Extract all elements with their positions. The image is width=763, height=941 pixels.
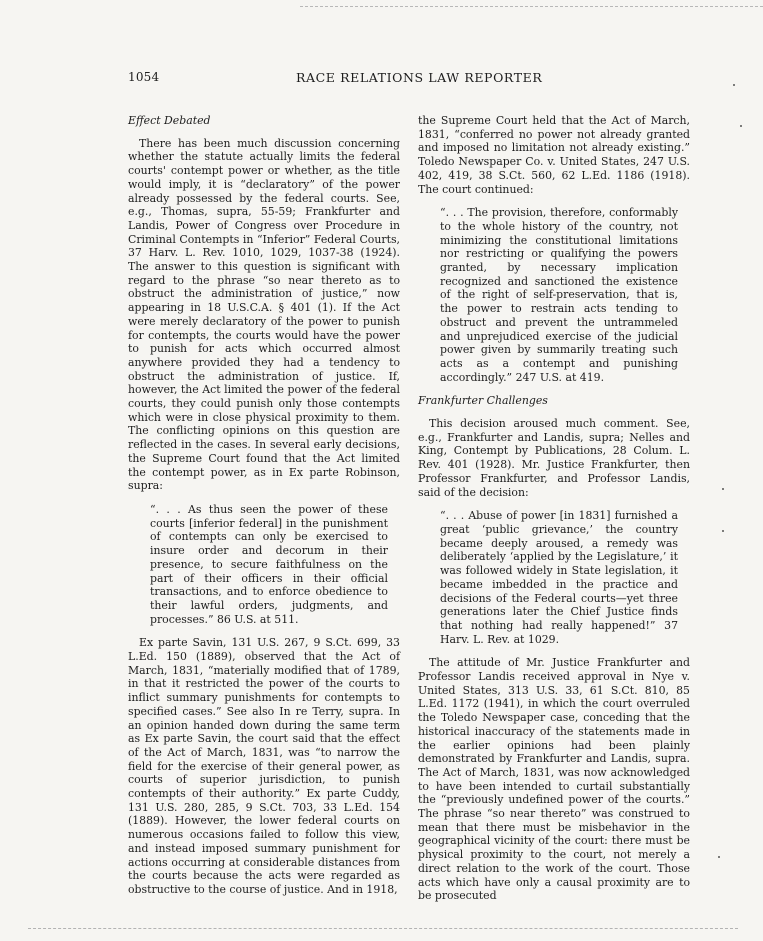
block-quote: “. . . As thus seen the power of these courts [inferior federal] in the punishment of contempts can only be exercised to insure order and decorum in their presence, to secure faithfulness on the part of their officers in their official transactions, and to enforce obedience to their lawful orders, judgments, and processes.” 86 U.S. at 511. — [150, 502, 388, 626]
paragraph: The attitude of Mr. Justice Frankfurter and Professor Landis received approval in Nye v. United States, 313 U.S. 33, 61 S.Ct. 810, 85 L.Ed. 1172 (1941), in which the court overruled the Toledo Newspaper case, conceding that the historical inaccuracy of the statements made in the earlier opinions had been plainly demonstrated by Frankfurter and Landis, supra. The Act of March, 1831, was now acknowledged to have been intended to curtail substantially the “previously undefined power of the courts.” The phrase “so near thereto” was construed to mean that there must be misbehavior in the geographical vicinity of the court: there must be physical proximity to the court, not merely a direct relation to the work of the court. Those acts which have only a causal proximity are to be prosecuted — [418, 656, 690, 903]
scan-speck — [733, 84, 735, 86]
section-title-effect-debated: Effect Debated — [128, 114, 211, 127]
paragraph: This decision aroused much comment. See, e.g., Frankfurter and Landis, supra; Nelles and King, Contempt by Publications, 28 Colum. L. Rev. 401 (1928). Mr. Justice Frankfurter, then Professor Frankfurter, and Professor Landis, said of the decision: — [418, 417, 690, 499]
block-quote: “. . . Abuse of power [in 1831] furnished a great ‘public grievance,’ the country became deeply aroused, a remedy was deliberately ‘applied by the Legislature,’ it was followed widely in State legislation, it became imbedded in the practice and decisions of the Federal courts—yet three generations later the Chief Justice finds that nothing had really happened!” 37 Harv. L. Rev. at 1029. — [440, 509, 678, 646]
left-column — [128, 114, 400, 907]
running-head: RACE RELATIONS LAW REPORTER — [296, 70, 543, 85]
scan-speck — [718, 856, 720, 858]
paragraph: There has been much discussion concerning whether the statute actually limits the federal courts' contempt power or whether, as the title would imply, it is “declaratory” of the power already possessed by the federal courts. See, e.g., Thomas, supra, 55-59; Frankfurter and Landis, Power of Congress over Procedure in Criminal Contempts in “Inferior” Federal Courts, 37 Harv. L. Rev. 1010, 1029, 1037-38 (1924). The answer to this question is significant with regard to the phrase “so near thereto as to obstruct the administration of justice,” now appearing in 18 U.S.C.A. § 401 (1). If the Act were merely declaratory of the power to punish for contempts, the courts would have the power to punish for acts which occurred almost anywhere provided they had a tendency to obstruct the administration of justice. If, however, the Act limited the power of the federal courts, they could punish only those contempts which were in close physical proximity to them. The conflicting opinions on this question are reflected in the cases. In several early decisions, the Supreme Court found that the Act limited the contempt power, as in Ex parte Robinson, supra: — [128, 136, 400, 493]
page-number: 1054 — [128, 70, 160, 84]
block-quote: “. . . The provision, therefore, conformably to the whole history of the country, not minimizing the constitutional limitations nor restricting or qualifying the powers granted, by necessary implication recognized and sanctioned the existence of the right of self-preservation, that is, the power to restrain acts tending to obstruct and prevent the untrammeled and unprejudiced exercise of the judicial power given by summarily treating such acts as a contempt and punishing accordingly.” 247 U.S. at 419. — [440, 206, 678, 384]
scan-speck — [740, 125, 742, 127]
scan-speck — [722, 488, 724, 490]
paragraph: Ex parte Savin, 131 U.S. 267, 9 S.Ct. 699, 33 L.Ed. 150 (1889), observed that the Act of March, 1831, “materially modified that of 1789, in that it restricted the power of the courts to inflict summary punishments for contempts to specified cases.” See also In re Terry, supra. In an opinion handed down during the same term as Ex parte Savin, the court said that the effect of the Act of March, 1831, was “to narrow the field for the exercise of their general power, as courts of superior jurisdiction, to punish contempts of their authority.” Ex parte Cuddy, 131 U.S. 280, 285, 9 S.Ct. 703, 33 L.Ed. 154 (1889). However, the lower federal courts on numerous occasions failed to follow this view, and instead imposed summary punishment for actions occurring at considerable distances from the courts because the acts were regarded as obstructive to the course of justice. And in 1918, — [128, 636, 400, 896]
right-column — [418, 114, 690, 913]
section-title-frankfurter-challenges: Frankfurter Challenges — [418, 394, 548, 408]
paragraph: the Supreme Court held that the Act of March, 1831, “conferred no power not already granted and imposed no limitation not already existing.” Toledo Newspaper Co. v. United States, 247 U.S. 402, 419, 38 S.Ct. 560, 62 L.Ed. 1186 (1918). The court continued: — [418, 114, 690, 196]
top-scan-rule — [300, 6, 763, 7]
scan-speck — [722, 530, 724, 532]
bottom-scan-rule — [28, 928, 738, 929]
